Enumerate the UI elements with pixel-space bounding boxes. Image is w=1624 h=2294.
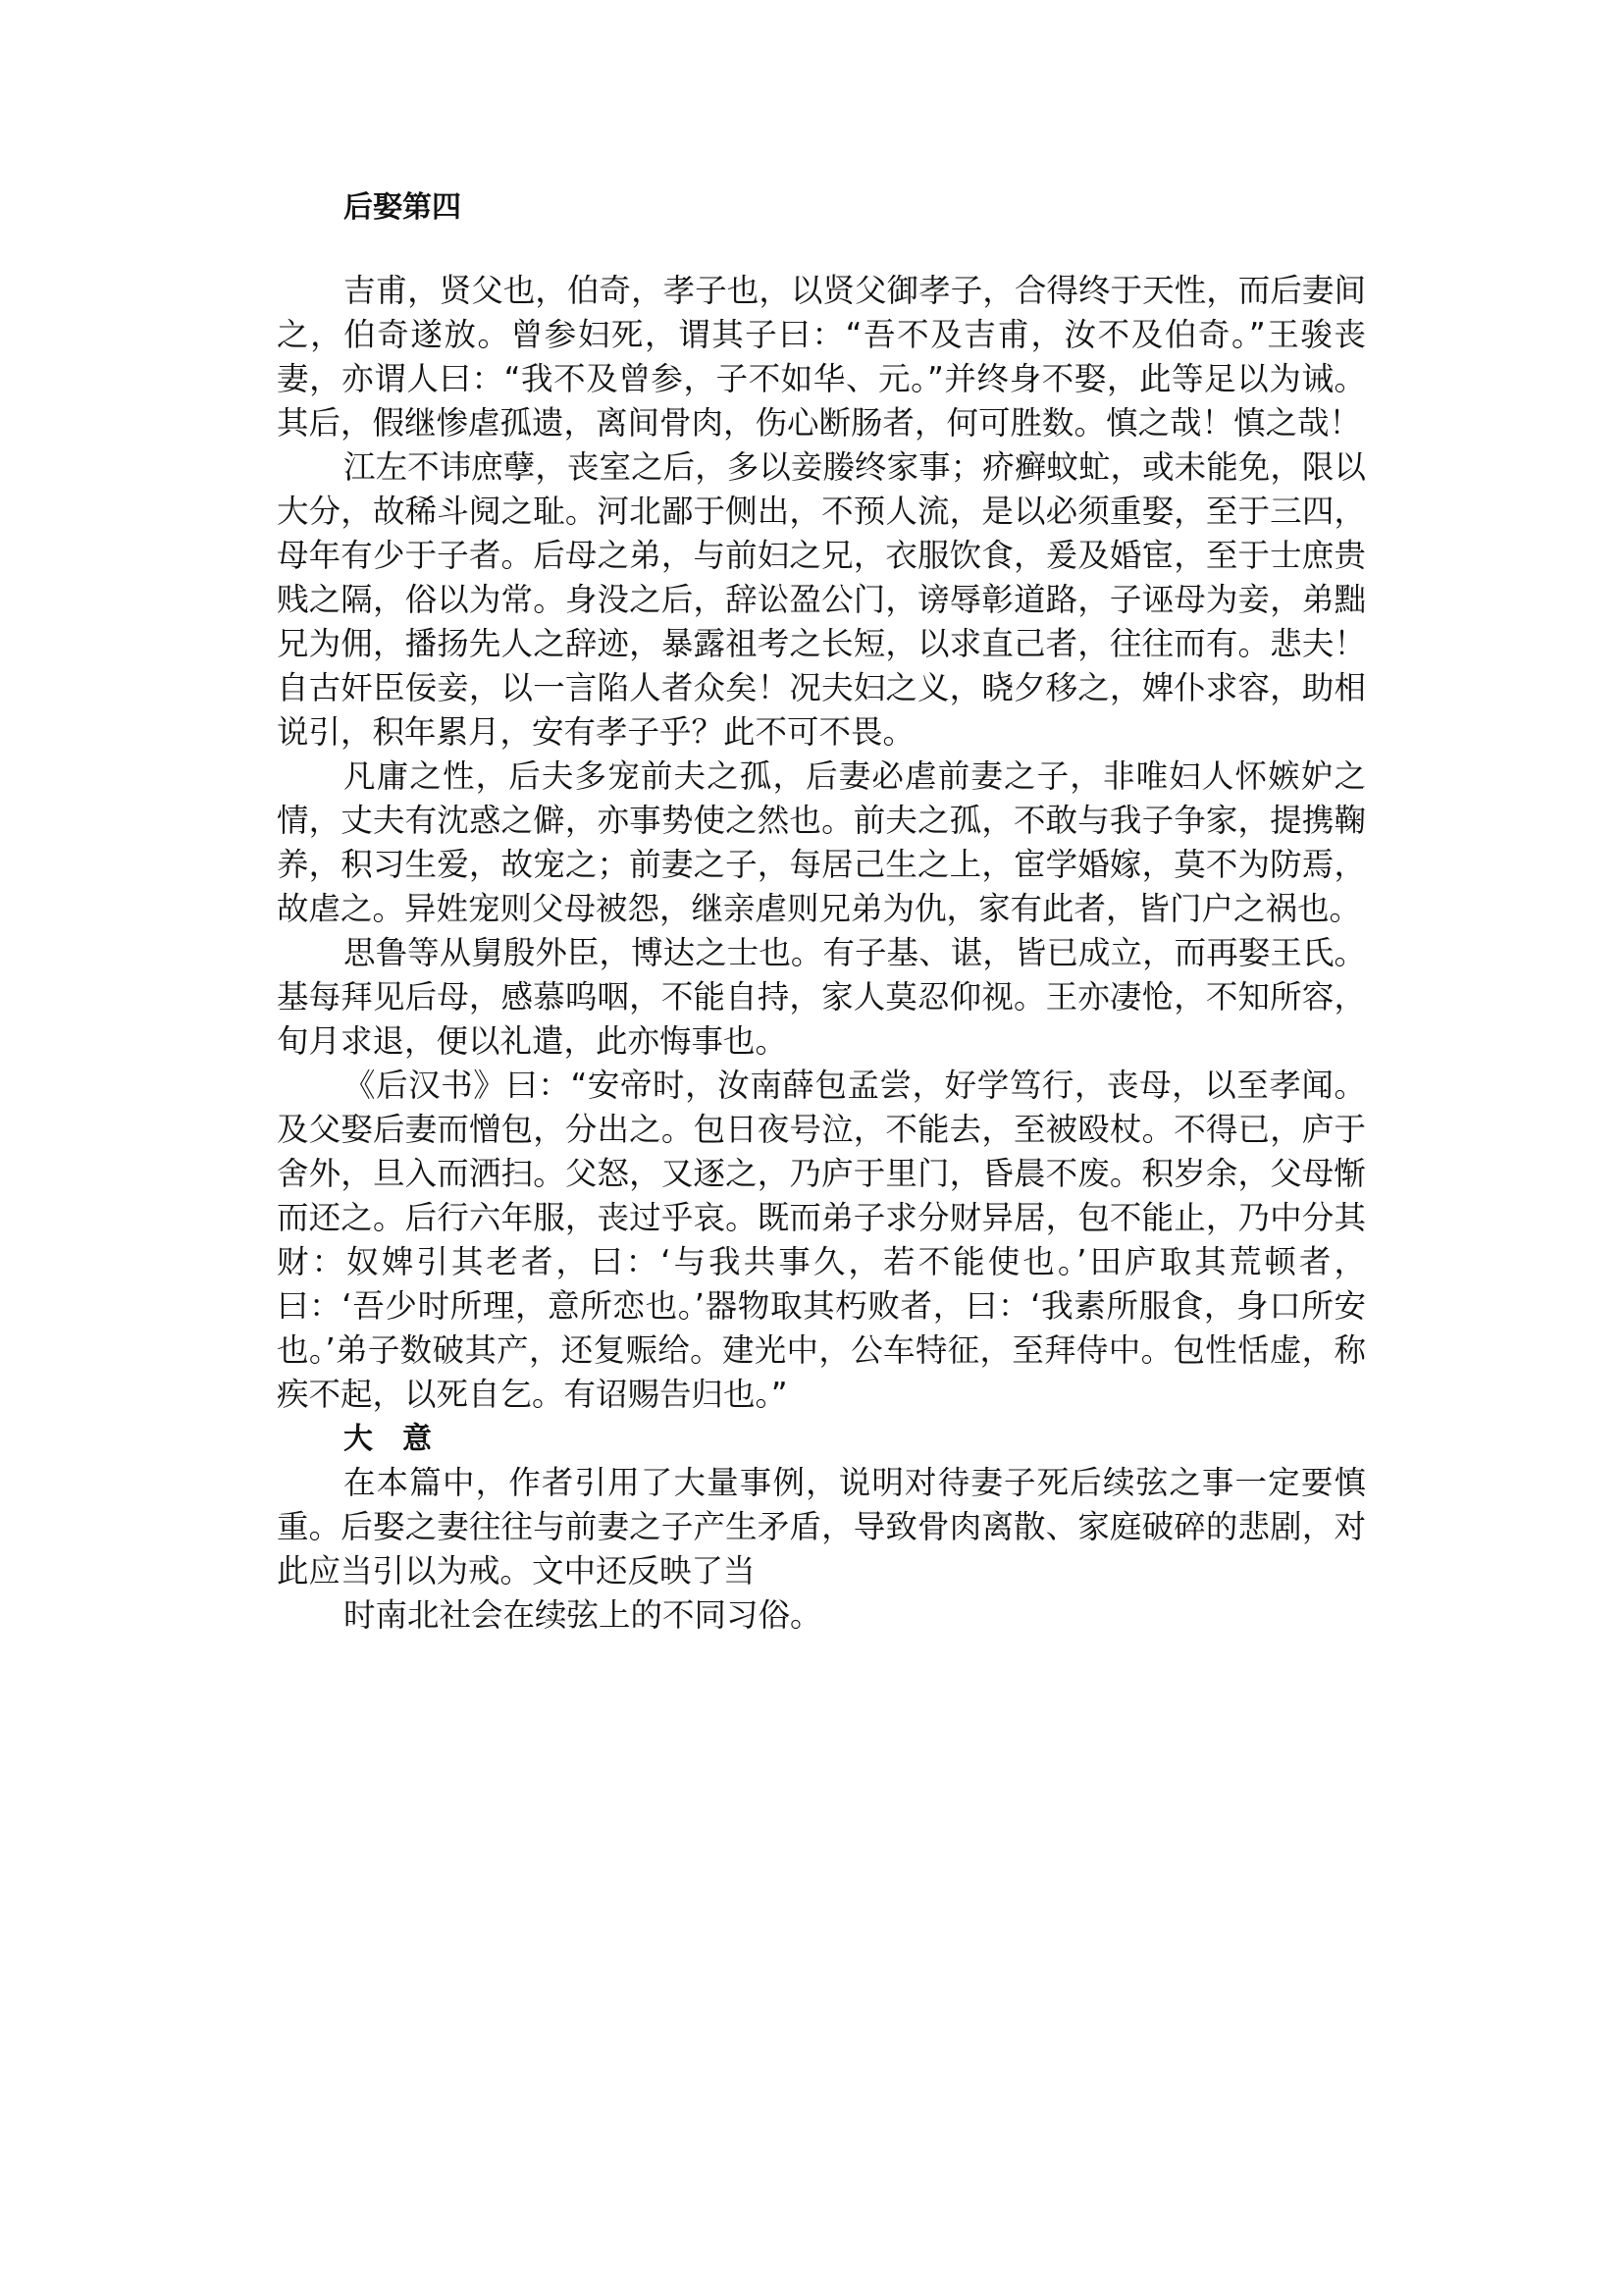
section-heading: 大意 [343, 1422, 461, 1456]
paragraph-4: 思鲁等从舅殷外臣，博达之士也。有子基、谌，皆已成立，而再娶王氏。基每拜见后母，感慕呜咽，不能自持，家人莫忍仰视。王亦凄怆，不知所容，旬月求退，便以礼遣，此亦悔事也。 [277, 934, 1366, 1060]
summary-paragraph: 在本篇中，作者引用了大量事例，说明对待妻子死后续弦之事一定要慎重。后娶之妻往往与前妻之子产生矛盾，导致骨肉离散、家庭破碎的悲剧，对此应当引以为戒。文中还反映了当 [277, 1464, 1366, 1590]
paragraph-2: 江左不讳庶孽，丧室之后，多以妾媵终家事；疥癣蚊虻，或未能免，限以大分，故稀斗阋之耻。河北鄙于侧出，不预人流，是以必须重娶，至于三四，母年有少于子者。后母之弟，与前妇之兄，衣服饮食，爰及婚宦，至于士庶贵贱之隔，俗以为常。身没之后，辞讼盈公门，谤辱彰道路，子诬母为妾，弟黜兄为佣，播扬先人之辞迹，暴露祖考之长短，以求直己者，往往而有。悲夫！自古奸臣佞妾，以一言陷人者众矣！况夫妇之义，晓夕移之，婢仆求容，助相说引，积年累月，安有孝子乎？此不可不畏。 [277, 448, 1366, 751]
paragraph-1: 吉甫，贤父也，伯奇，孝子也，以贤父御孝子，合得终于天性，而后妻间之，伯奇遂放。曾参妇死，谓其子曰：“吾不及吉甫，汝不及伯奇。”王骏丧妻，亦谓人曰：“我不及曾参，子不如华、元。”并终身不娶，此等足以为诫。其后，假继惨虐孤遗，离间骨肉，伤心断肠者，何可胜数。慎之哉！慎之哉！ [277, 272, 1366, 442]
paragraph-5: 《后汉书》曰：“安帝时，汝南薛包孟尝，好学笃行，丧母，以至孝闻。及父娶后妻而憎包，分出之。包日夜号泣，不能去，至被殴杖。不得已，庐于舍外，旦入而洒扫。父怒，又逐之，乃庐于里门，昏晨不废。积岁余，父母惭而还之。后行六年服，丧过乎哀。既而弟子求分财异居，包不能止，乃中分其财：奴婢引其老者，曰：‘与我共事久，若不能使也。’田庐取其荒顿者，曰：‘吾少时所理，意所恋也。’器物取其朽败者，曰：‘我素所服食，身口所安也。’弟子数破其产，还复赈给。建光中，公车特征，至拜侍中。包性恬虚，称疾不起，以死自乞。有诏赐告归也。” [277, 1067, 1366, 1413]
chapter-title: 后娶第四 [343, 190, 461, 225]
document-page [277, 186, 1366, 1638]
paragraph-3: 凡庸之性，后夫多宠前夫之孤，后妻必虐前妻之子，非唯妇人怀嫉妒之情，丈夫有沈惑之僻，亦事势使之然也。前夫之孤，不敢与我子争家，提携鞠养，积习生爱，故宠之；前妻之子，每居己生之上，宦学婚嫁，莫不为防焉，故虐之。异姓宠则父母被怨，继亲虐则兄弟为仇，家有此者，皆门户之祸也。 [277, 757, 1366, 927]
summary-continuation: 时南北社会在续弦上的不同习俗。 [343, 1596, 822, 1634]
